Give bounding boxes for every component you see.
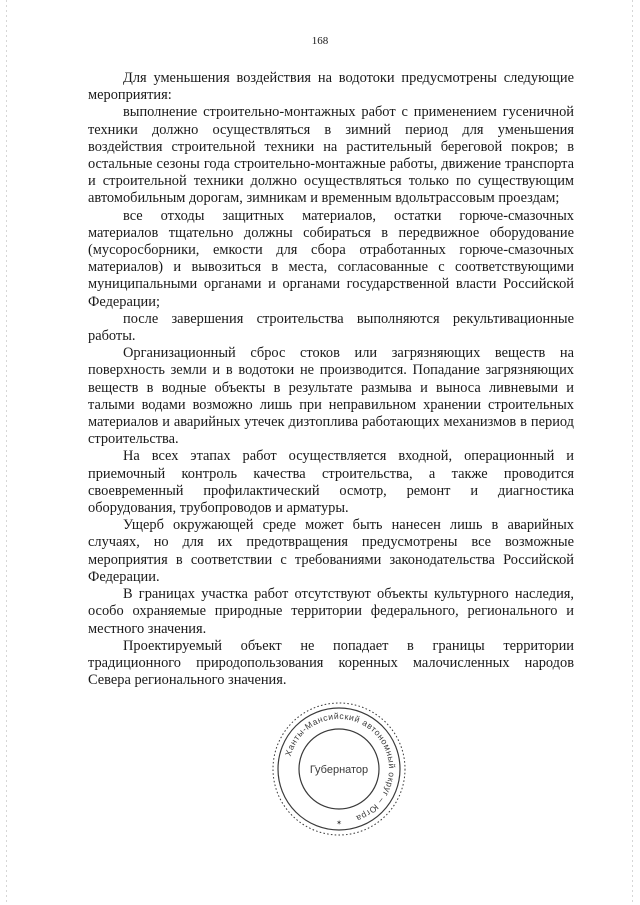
seal-ring-text: Ханты-Мансийский автономный округ – Югра — [282, 710, 398, 824]
document-body — [88, 70, 574, 689]
paragraph: после завершения строительства выполняются рекультивационные работы. — [88, 310, 574, 345]
seal-center-text: Губернатор — [309, 764, 369, 776]
paragraph: Ущерб окружающей среде может быть нанесен лишь в аварийных случаях, но для их предотвращения предусмотрены все возможные мероприятия в соответствии с требованиями законодательства Российской Федерации. — [88, 517, 574, 585]
official-seal-stamp — [268, 698, 410, 840]
seal-star-icon: ✶ — [336, 819, 342, 827]
paragraph: все отходы защитных материалов, остатки горюче-смазочных материалов тщательно должны собираться в передвижное оборудование (мусоросборники, емкости для сбора отработанных горюче-смазочных материалов) и вывозиться в места, согласованные с соответствующими муниципальными органами и органами государственной власти Российской Федерации; — [88, 207, 574, 310]
right-edge-scan-mark — [632, 0, 633, 905]
left-edge-scan-mark — [6, 0, 7, 905]
paragraph: В границах участка работ отсутствуют объекты культурного наследия, особо охраняемые природные территории федерального, регионального и местного значения. — [88, 586, 574, 637]
paragraph: Проектируемый объект не попадает в границы территории традиционного природопользования коренных малочисленных народов Севера регионального значения. — [88, 637, 574, 689]
page-number: 168 — [311, 35, 329, 47]
paragraph: Для уменьшения воздействия на водотоки предусмотрены следующие мероприятия: — [88, 70, 574, 104]
paragraph: На всех этапах работ осуществляется входной, операционный и приемочный контроль качества строительства, а также проводится своевременный профилактический осмотр, ремонт и диагностика оборудования, трубопроводов и арматуры. — [88, 448, 574, 517]
paragraph: выполнение строительно-монтажных работ с применением гусеничной техники должно осуществляться в зимний период для уменьшения воздействия строительной техники на растительный береговой покров; в остальные сезоны года строительно-монтажные работы, движение транспорта и строительной техники должно осуществляться только по существующим автомобильным дорогам, зимникам и временным вдольтрассовым проездам; — [88, 104, 574, 207]
paragraph: Организационный сброс стоков или загрязняющих веществ на поверхность земли и в водотоки не производится. Попадание загрязняющих веществ в водные объекты в результате размыва и выноса ливневыми и талыми водами возможно лишь при неправильном хранении строительных материалов и аварийных утечек дизтоплива работающих механизмов в период строительства. — [88, 345, 574, 448]
